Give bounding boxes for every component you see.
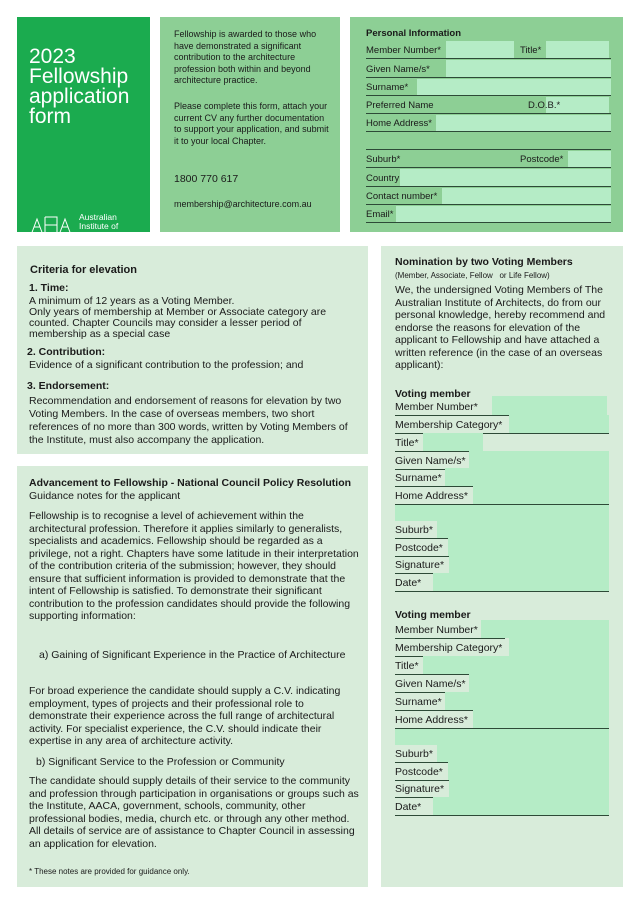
voter1-home-address-label: Home Address* [395,489,468,502]
advancement-item-a: a) Gaining of Significant Experience in the Practice of Architecture [39,649,346,661]
aia-emblem-icon [29,213,75,237]
voter1-title-label: Title* [395,436,419,449]
criteria-time-heading: 1. Time: [29,282,69,294]
voter2-home-address-label: Home Address* [395,713,468,726]
voter2-suburb-label: Suburb* [395,747,433,760]
voter2-postcode-input[interactable] [448,762,609,780]
criteria-contribution-heading: 2. Contribution: [27,346,106,358]
logo-text [79,213,118,240]
voter1-home-address-line2[interactable] [395,505,609,521]
dob-label: D.O.B.* [528,100,561,111]
logo-line: Institute of [79,221,119,231]
voter2-category-row [395,638,523,657]
member-number-label: Member Number* [366,45,441,56]
email-address[interactable]: membership@architecture.com.au [174,199,312,209]
intro-instructions: Please complete this form, attach your current CV any further documentation to support your application, and submit it to your local Chapter. [174,101,329,146]
home-address-label: Home Address* [366,118,433,129]
contact-number-row [366,188,611,205]
voter2-signature-label: Signature* [395,782,445,795]
voter2-date-label: Date* [395,800,422,813]
personal-info-panel [350,17,623,232]
nomination-heading: Nomination by two Voting Members [395,256,573,268]
criteria-panel [17,246,368,454]
voter2-title-label: Title* [395,659,419,672]
nomination-statement: We, the undersigned Voting Members of The Australian Institute of Architects, do from our personal knowledge, hereby recommend and endorse the reasons for elevation of the applicant to Fellowship and have attached a written reference (in the case of an overseas applicant): [395,284,606,371]
criteria-time-text: A minimum of 12 years as a Voting Member. [29,295,235,307]
title-line: form [29,105,71,128]
preferred-name-label[interactable]: Preferred Name [366,100,434,111]
voter1-date-row [395,573,609,592]
advancement-intro: Fellowship is to recognise a level of achievement within the architectural profession. Therefore it applies similarly to generalists, specialists and academics. Fellowship should be regarded as a privilege, not a right. Chapters have some latitude in their interpretation of the contribution criteria of the submission; however, they should ensure that sufficient information is provided to demonstrate that the intent of Fellowship is satisfied. To demonstrate their significant contribution to the profession candidates should provide the following supporting information: [29,510,359,622]
surname-row [366,79,611,96]
voting-member-2-heading: Voting member [395,609,471,621]
preferred-name-row [366,97,611,114]
personal-info-title: Personal Information [366,28,462,39]
given-names-label: Given Name/s* [366,64,430,75]
nomination-panel [381,246,623,887]
guidance-footnote: * These notes are provided for guidance only. [29,867,190,876]
voter1-date-label: Date* [395,576,422,589]
surname-label: Surname* [366,82,409,93]
aia-logo [29,213,149,243]
voter1-suburb-input[interactable] [437,520,609,538]
voter1-category-row [395,415,609,434]
intro-panel [160,17,340,232]
voter2-date-row [395,797,609,816]
logo-line: Australian [79,212,117,222]
criteria-endorsement-text: Recommendation and endorsement of reasons for elevation by two Voting Members. In the case of overseas members, two short references of no more than 300 words, written by Voting Members of the Institute, must also accompany the application. [29,395,348,446]
country-label: Country [366,173,400,184]
advancement-heading: Advancement to Fellowship - National Council Policy Resolution [29,477,352,489]
voter1-given-names-label: Given Name/s* [395,454,466,467]
criteria-endorsement-heading: 3. Endorsement: [27,380,110,392]
voter2-given-names-row [395,674,609,693]
contact-number-label: Contact number* [366,191,438,202]
voter1-suburb-label: Suburb* [395,523,433,536]
advancement-service-text: The candidate should supply details of their service to the community and profession through participation in organisations or groups such as the Institute, AACA, government, schools, community, other professional bodies, media, church etc. or through any other method. All details of service are of assistance to Chapter Council in assessing an application for elevation. [29,775,359,850]
advancement-subheading: Guidance notes for the applicant [29,490,181,502]
voter1-member-number-row [395,397,609,416]
postcode-label: Postcode* [520,154,564,165]
advancement-panel [17,466,368,887]
voter2-home-address-line2[interactable] [395,729,609,745]
voter1-signature-input[interactable] [449,555,609,573]
voter2-member-number-label: Member Number* [395,623,478,636]
voter1-home-address-row [395,486,609,505]
title-line: Fellowship [29,65,129,88]
voter1-postcode-label: Postcode* [395,541,443,554]
voter2-surname-label: Surname* [395,695,442,708]
voter1-signature-label: Signature* [395,558,445,571]
home-address-line2[interactable] [366,133,611,150]
criteria-contribution-text: Evidence of a significant contribution to the profession; and [29,359,304,371]
home-address-row [366,115,611,132]
nomination-subheading: (Member, Associate, Fellow or Life Fellow) [395,271,550,280]
criteria-heading: Criteria for elevation [30,264,137,276]
phone-number[interactable]: 1800 770 617 [174,173,239,185]
voter2-member-number-row [395,620,505,639]
voter1-surname-row [395,468,609,487]
voter1-postcode-input[interactable] [448,538,609,556]
voting-member-1-heading: Voting member [395,388,471,400]
given-names-row [366,61,611,78]
voter2-postcode-label: Postcode* [395,765,443,778]
voter2-home-address-row [395,710,609,729]
logo-line: Architects [79,230,117,240]
email-label: Email* [366,209,394,220]
advancement-experience-text: For broad experience the candidate should supply a C.V. indicating employment, types of projects and their professional role to demonstrate their experience across the full range of architectural activity. For specialist experience, the C.V. should indicate their expertise in any area of architecture activity. [29,685,341,747]
suburb-label: Suburb* [366,154,401,165]
country-row [366,170,611,187]
voter1-member-number-label: Member Number* [395,400,478,413]
title-line: application [29,85,130,108]
voter1-category-label: Membership Category* [395,418,503,431]
form-title [29,47,149,127]
voter2-given-names-label: Given Name/s* [395,677,466,690]
title-label: Title* [520,45,542,56]
title-line: 2023 [29,45,76,68]
criteria-time-note: Only years of membership at Member or Associate category are counted. Chapter Councils may consider a lesser period of membership as a special case [29,306,327,340]
voter2-signature-input[interactable] [449,779,609,797]
voter2-category-label: Membership Category* [395,641,503,654]
voter2-title-row [395,656,609,675]
title-panel [17,17,150,240]
member-number-row [366,42,611,59]
suburb-row [366,151,611,168]
advancement-item-b: b) Significant Service to the Profession or Community [36,756,285,768]
intro-paragraph: Fellowship is awarded to those who have demonstrated a significant contribution to the architecture profession both within and beyond architecture practice. [174,29,317,85]
voter1-surname-label: Surname* [395,471,442,484]
voter1-title-row [395,433,495,452]
voter2-surname-row [395,692,609,711]
email-row [366,206,611,223]
voter2-suburb-input[interactable] [437,744,609,762]
voter2-category-input[interactable] [509,638,609,656]
